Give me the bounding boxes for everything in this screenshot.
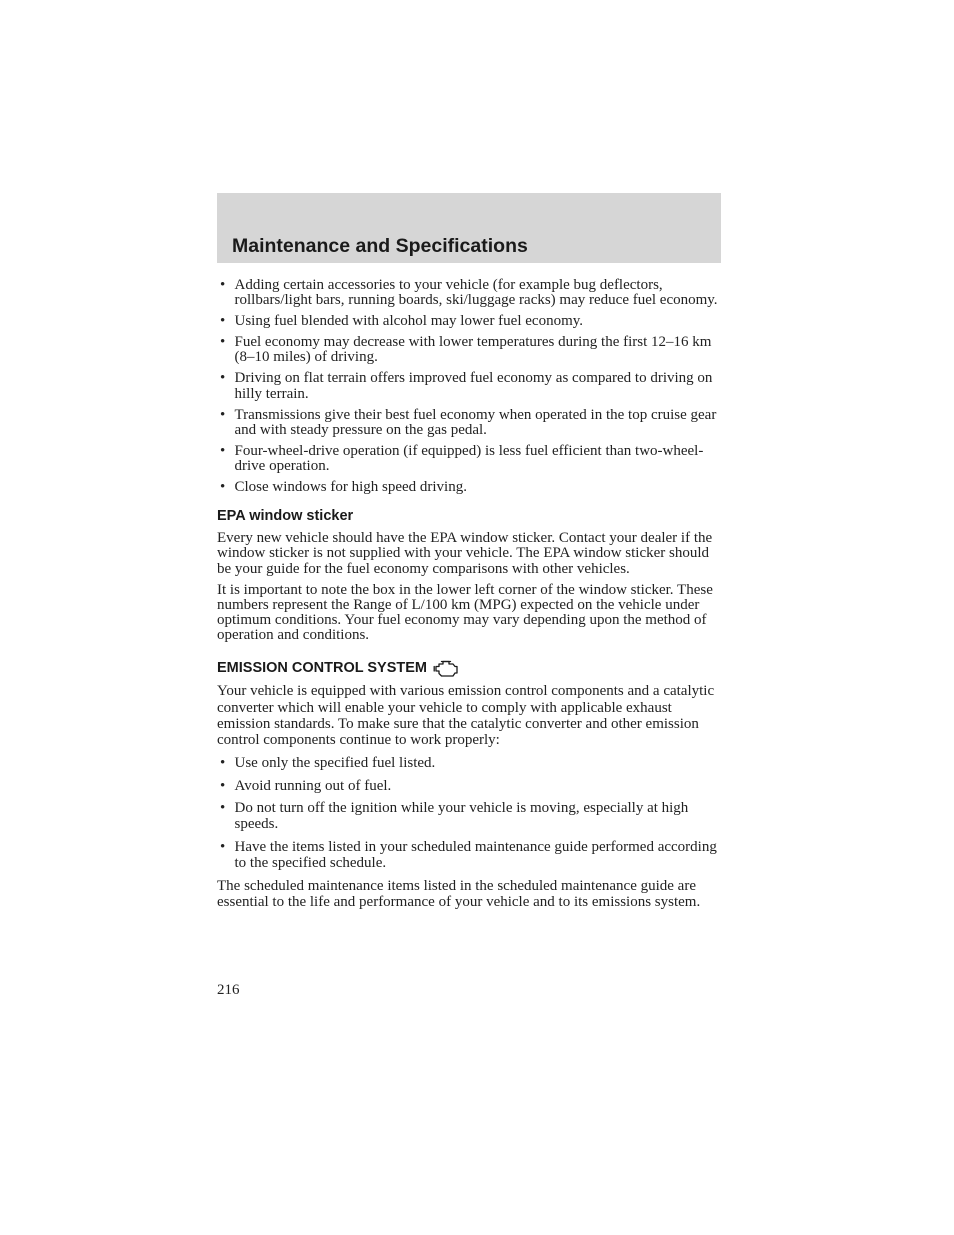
list-item: • Adding certain accessories to your vehicle (for example bug deflectors, rollbars/light bars, running boards, ski/luggage racks) may reduce fuel economy. — [217, 278, 721, 308]
epa-sticker-heading: EPA window sticker — [217, 508, 354, 525]
list-item: • Do not turn off the ignition while your vehicle is moving, especially at high speeds. — [217, 800, 721, 832]
list-item: • Fuel economy may decrease with lower temperatures during the first 12–16 km (8–10 miles) of driving. — [217, 335, 721, 365]
list-item: • Transmissions give their best fuel economy when operated in the top cruise gear and with steady pressure on the gas pedal. — [217, 408, 721, 438]
emission-heading — [217, 658, 721, 678]
list-item: • Use only the specified fuel listed. — [217, 755, 721, 771]
epa-paragraph: Every new vehicle should have the EPA window sticker. Contact your dealer if the window sticker is not supplied with your vehicle. The EPA window sticker should be your guide for the fuel economy comparisons with other vehicles. — [217, 530, 713, 577]
list-item: • Close windows for high speed driving. — [217, 480, 721, 495]
emission-intro: Your vehicle is equipped with various emission control components and a catalytic converter which will enable your vehicle to comply with applicable exhaust emission standards. To make sure that the catalytic converter and other emission control components continue to work properly: — [217, 683, 715, 749]
emission-heading-text: EMISSION CONTROL SYSTEM — [217, 660, 428, 677]
list-item: • Avoid running out of fuel. — [217, 778, 721, 794]
section-title: Maintenance and Specifications — [232, 235, 528, 257]
section-header-band — [217, 193, 721, 263]
epa-paragraph: It is important to note the box in the lower left corner of the window sticker. These numbers represent the Range of L/100 km (MPG) expected on the vehicle under optimum conditions. Your fuel economy may vary depending upon the method of operation and conditions. — [217, 581, 713, 644]
fuel-economy-tips-list — [217, 278, 721, 495]
page-content — [217, 278, 721, 910]
list-item: • Driving on flat terrain offers improved fuel economy as compared to driving on hilly terrain. — [217, 371, 721, 401]
list-item: • Have the items listed in your scheduled maintenance guide performed according to the specified schedule. — [217, 839, 721, 871]
check-engine-icon — [433, 658, 460, 678]
emission-closing-paragraph: The scheduled maintenance items listed in the scheduled maintenance guide are essential to the life and performance of your vehicle and to its emissions system. — [217, 878, 701, 911]
page-number: 216 — [217, 982, 240, 998]
list-item: • Using fuel blended with alcohol may lower fuel economy. — [217, 314, 721, 329]
list-item: • Four-wheel-drive operation (if equipped) is less fuel efficient than two-wheel-drive operation. — [217, 444, 721, 474]
emission-tips-list — [217, 755, 721, 871]
